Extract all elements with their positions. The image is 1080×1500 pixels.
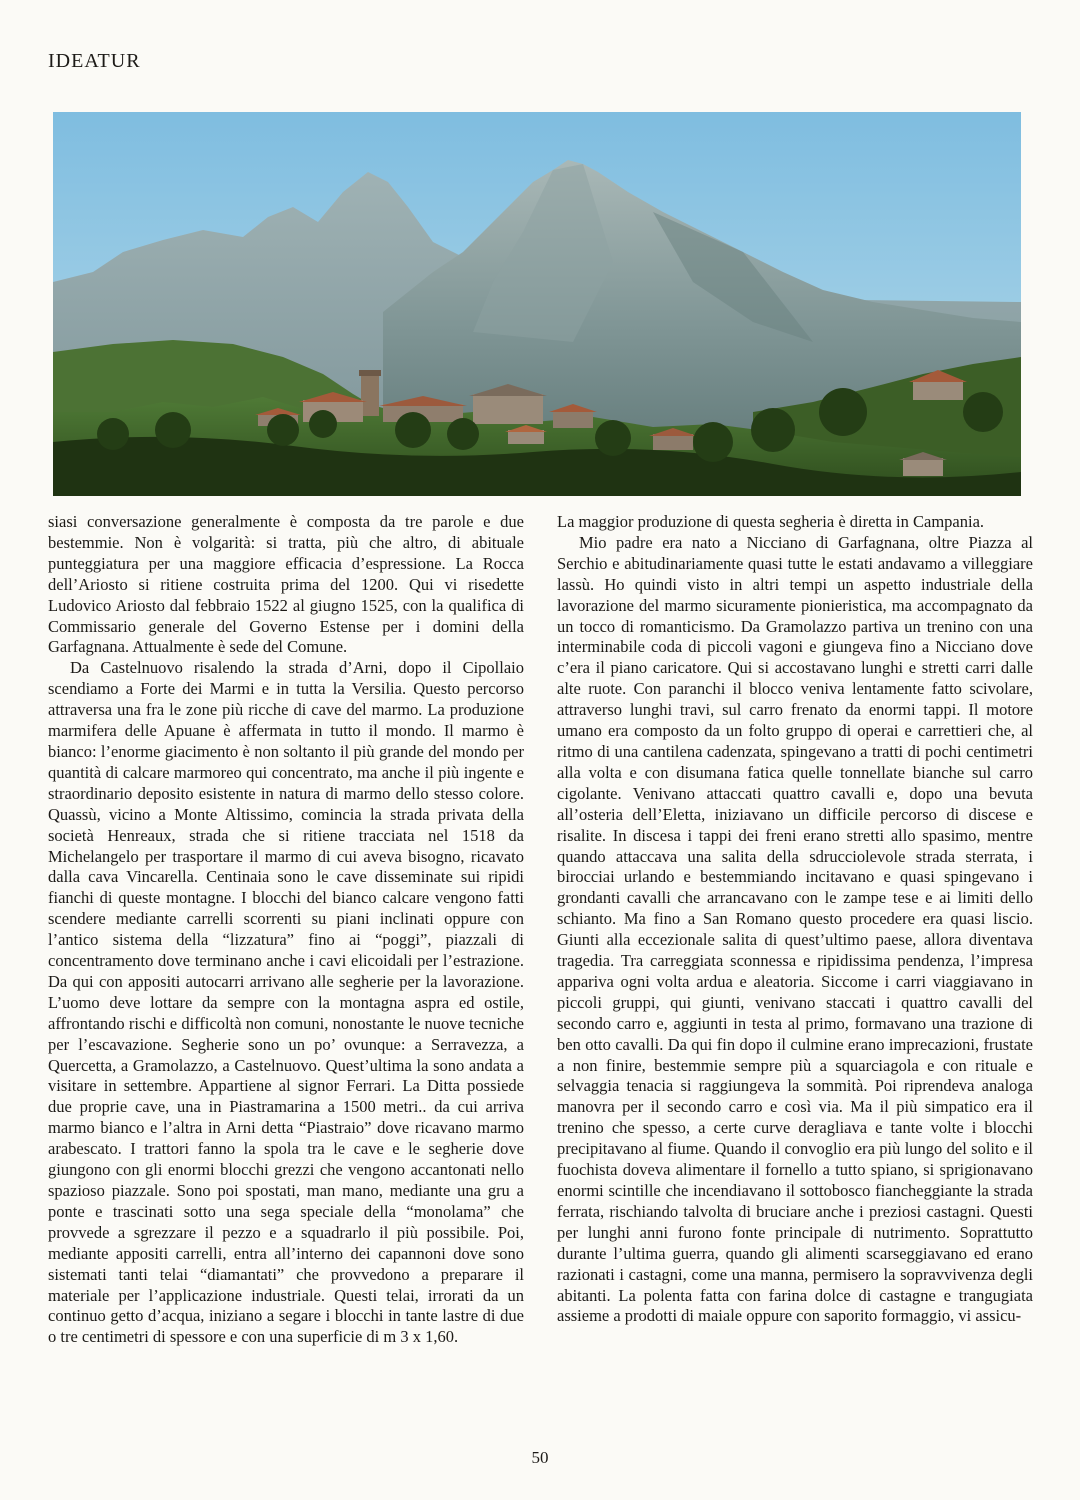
paragraph: La maggior produzione di questa segheria è diretta in Campania.	[557, 512, 985, 531]
paragraph: siasi conversazione generalmente è composta da tre parole e due bestemmie. Non è volgarità: si tratta, più che altro, di abituale punteggiatura per una maggiore efficacia d’espressione. La Rocca dell’Ariosto si ritiene costruita prima del 1200. Qui vi risedette Ludovico Ariosto dal febbraio 1522 al giugno 1525, con la qualifica di Commissario generale del Governo Estense per i domini della Garfagnana. Attualmente è sede del Comune.	[48, 512, 524, 657]
text-column-right	[557, 512, 1033, 1327]
paragraph: Mio padre era nato a Nicciano di Garfagnana, oltre Piazza al Serchio e abitudinariamente quasi tutte le estati andavamo a villeggiare lassù. Ho quindi visto in altri tempi un aspetto industriale della lavorazione del marmo sicuramente pionieristica, ma accompagnato da un tocco di romanticismo. Da Gramolazzo partiva un trenino con una interminabile coda di piccoli vagoni e giungeva fino a Nicciano dove c’era il piano caricatore. Qui si accostavano lunghi e stretti carri dalle alte ruote. Con paranchi il blocco veniva lentamente fatto scivolare, attraverso lunghi travi, sul carro frenato da enormi tappi. Il motore umano era composto da un folto gruppo di operai e carrettieri che, al ritmo di una cantilena cadenzata, spingevano a tratti di pochi centimetri alla volta e con disumana fatica quelle tonnellate bianche sul carro cigolante. Venivano attaccati quattro cavalli e, dopo una bevuta all’osteria dell’Eletta, iniziavano un difficile percorso di discese e risalite. In discesa i tappi dei freni erano stretti allo spasimo, mentre quando attaccava una salita della sdrucciolevole strada sterrata, i birocciai urlando e bestemmiando incitavano e quasi spingevano i grondanti cavalli che arrancavano con le zampe tese e ai limiti dello schianto. Ma fino a San Romano questo procedere era quasi liscio. Giunti alla eccezionale salita di quest’ultimo paese, allora diventava tragedia. Tra carreggiata sconnessa e ripidissima pendenza, l’impresa appariva ogni volta ardua e aleatoria. Siccome i carri viaggiavano in piccoli gruppi, qui giunti, venivano staccati i quattro cavalli del secondo carro e, aggiunti in testa al primo, formavano una trazione di ben otto cavalli. Da qui fin dopo il culmine erano imprecazioni, frustate a non finire, bestemmie sempre più a squarciagola e con rituale e selvaggia tenacia si raggiungeva la sommità. Poi riprendeva analoga manovra per il secondo carro e così via. Ma il più simpatico era il trenino che spesso, a certe curve deragliava e tante volte i blocchi precipitavano al fiume. Quando il convoglio era più lungo del solito e il fuochista doveva alimentare il fornello a tutto spiano, si sprigionavano enormi scintille che incendiavano il sottobosco fiancheggiante la strada ferrata, rischiando talvolta di bruciare anche i preziosi castagni. Questi per lunghi anni furono fonte principale di nutrimento. Soprattutto durante l’ultima guerra, quando gli alimenti scarseggiavano ed erano razionati i castagni, come una manna, permisero la sopravvivenza degli abitanti. La polenta fatta con farina dolce di castagne e trangugiata assieme a prodotti di maiale oppure con saporito formaggio, vi assicu-	[557, 532, 1033, 1326]
section-header: IDEATUR	[48, 50, 141, 72]
landscape-photo	[53, 112, 1021, 496]
paragraph: Da Castelnuovo risalendo la strada d’Arni, dopo il Cipollaio scendiamo a Forte dei Marmi e in tutta la Versilia. Questo percorso attraversa una fra le zone più ricche di cave del marmo. La produzione marmifera delle Apuane è affermata in tutto il mondo. Il marmo è bianco: l’enorme giacimento è non soltanto il più grande del mondo per quantità di calcare marmoreo qui concentrato, ma anche il più ingente e straordinario deposito esistente in natura di marmo dello stesso colore. Quassù, vicino a Monte Altissimo, comincia la strada privata della società Henreaux, strada che si ritiene tracciata nel 1518 da Michelangelo per trasportare il marmo di cui aveva bisogno, ricavato dalla cava Vincarella. Centinaia sono le cave disseminate sui ripidi fianchi di queste montagne. I blocchi del bianco calcare vengono fatti scendere mediante carrelli scorrenti su piani inclinati oppure con l’antico sistema della “lizzatura” fino ai “poggi”, piazzali di concentramento dove terminano anche i cavi elicoidali per l’estrazione. Da qui con appositi autocarri arrivano alle segherie per la lavorazione. L’uomo deve lottare da sempre con la montagna aspra ed ostile, affrontando rischi e difficoltà non comuni, nonostante le nuove tecniche per l’escavazione. Segherie sono un po’ ovunque: a Serravezza, a Quercetta, a Gramolazzo, a Castelnuovo. Quest’ultima la sono andata a visitare in settembre. Appartiene al signor Ferrari. La Ditta possiede due proprie cave, una in Piastramarina a 1500 metri.. da cui arriva marmo bianco e l’altra in Arni detta “Piastraio” dove ricavano marmo arabescato. I trattori fanno la spola tra le cave e le segherie dove giungono con gli enormi blocchi grezzi che vengono accantonati nello spazioso piazzale. Sono poi spostati, man mano, mediante una gru a ponte e trascinati sotto una sega speciale della “monolama” che provvede a sgrezzare il pezzo e a squadrarlo il più possibile. Poi, mediante appositi carrelli, entra all’interno dei capannoni dove sono sistemati tanti telai “diamantati” che provvedono a preparare il materiale per l’applicazione industriale. Questi telai, irrorati da un continuo getto d’acqua, iniziano a segare i blocchi in tante lastre di due o tre centimetri di spessore e con una superficie di m 3 x 1,60.	[48, 658, 524, 1347]
mountain-village-illustration	[53, 112, 1021, 496]
page-number: 50	[531, 1448, 549, 1467]
text-column-left	[48, 512, 524, 1348]
